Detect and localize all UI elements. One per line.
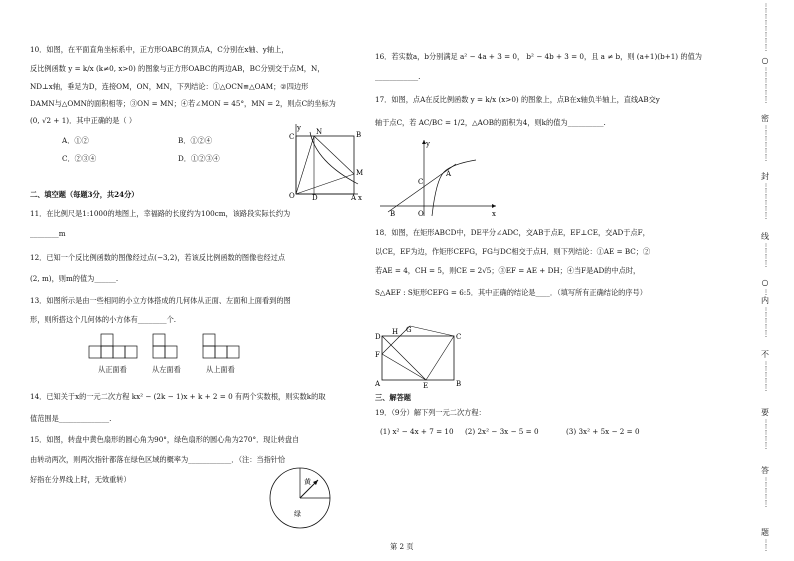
- q16-line2: ____________.: [375, 72, 421, 81]
- seal-char-7: 不: [761, 350, 769, 359]
- q18-line2: 以CE，EF为边，作矩形CEFG，FG与DC相交于点H．则下列结论：①AE = BC；②: [375, 247, 651, 256]
- fig18-label-h: H: [392, 328, 399, 336]
- q15-label-yellow: 黄: [304, 478, 311, 486]
- q18-line4: S△AEF : S矩形CEFG = 6:5．其中正确的结论是____．（填写所有正确结论的序号）: [375, 288, 647, 297]
- fig18-label-e: E: [423, 382, 429, 390]
- q14-line1: 14．已知关于x的一元二次方程 kx² − (2k − 1)x + k + 2 = 0 有两个实数根，则实数k的取: [30, 392, 326, 401]
- fig17-label-c: C: [418, 178, 424, 186]
- page-footer: 第 2 页: [390, 542, 414, 551]
- q13-front-caption: 从正面看: [98, 365, 127, 374]
- fig10-label-x: x: [358, 194, 362, 202]
- section3-heading: 三、解答题: [375, 393, 411, 402]
- fig17-label-o: O: [418, 210, 424, 218]
- fig10-label-o: O: [289, 192, 295, 200]
- q10-line3: ND⊥x轴，垂足为D，连接OM，ON，MN，下列结论：①△OCN≌△OAM；②四边形: [30, 82, 309, 91]
- seal-char-5: ○: [761, 278, 769, 287]
- q15-spinner: [268, 466, 332, 530]
- q11-line2: ________m: [30, 229, 66, 238]
- seal-char-1: ○: [761, 56, 769, 65]
- fig10-label-c: C: [289, 133, 295, 141]
- seal-line: ⋮ ⋮ ⋮ ⋮ ⋮ ⋮ ⋮ ⋮ ○ ⋮ ⋮ ⋮ ⋮ ⋮ ⋮ 密 ⋮ ⋮ ⋮ ⋮ ⋮ ⋮ 封 ⋮ ⋮ ⋮ ⋮ ⋮ ⋮ 线 ⋮ ⋮ ⋮ ⋮ ○ ⋮ 内 ⋮ ⋮ ⋮ ⋮ ⋮ 不 ⋮ ⋮ ⋮ ⋮ ⋮ 要 ⋮ ⋮ ⋮ ⋮ ⋮ 答 ⋮ ⋮ ⋮ ⋮ ⋮ 题 ⋮ ⋮: [758, 0, 772, 561]
- q12-line1: 12．已知一个反比例函数的图像经过点(−3,2)，若该反比例函数的图像也经过点: [30, 253, 286, 262]
- q13-top-caption: 从上面看: [206, 365, 235, 374]
- q16-line1: 16．若实数a，b分别满足 a² − 4a + 3 = 0， b² − 4b + 3 = 0，且 a ≠ b，则 (a+1)(b+1) 的值为: [375, 52, 702, 61]
- q10-option-d: D．①②③④: [178, 154, 220, 163]
- seal-char-9: 答: [761, 466, 769, 475]
- q15-label-green: 绿: [294, 510, 301, 518]
- fig10-label-y: y: [297, 124, 301, 132]
- q18-line1: 18．如图，在矩形ABCD中，DE平分∠ADC，交AB于点E，EF⊥CE，交AD于点F，: [375, 228, 650, 237]
- q10-line2: 反比例函数 y = k/x (k≠0, x>0) 的图象与正方形OABC的两边AB，BC分别交于点M，N，: [30, 64, 325, 73]
- q13-left-view: [152, 332, 182, 362]
- q17-line2: 轴于点C，若 AC/BC = 1/2，△AOB的面积为4，则k的值为__________.: [375, 118, 606, 127]
- q10-option-b: B．①②④: [178, 136, 213, 145]
- q13-front-view: [88, 332, 138, 362]
- fig17-label-a: A: [446, 170, 452, 178]
- q10-option-c: C．②③④: [62, 154, 97, 163]
- fig18-label-b: B: [456, 380, 462, 388]
- q10-option-a: A．①②: [62, 136, 89, 145]
- q10-line4: DAMN与△OMN的面积相等；③ON = MN；④若∠MON = 45°，MN = 2，则点C的坐标为: [30, 99, 336, 108]
- fig18-label-f: F: [375, 351, 380, 359]
- q19-equation-3: (3) 3x² + 5x − 2 = 0: [566, 427, 640, 436]
- fig10-label-b: B: [356, 131, 362, 139]
- fig10-label-m: M: [356, 169, 364, 177]
- q10-line1: 10．如图，在平面直角坐标系中，正方形OABC的顶点A，C分别在x轴、y轴上，: [30, 45, 289, 54]
- q19-equation-1: (1) x² − 4x + 7 = 10: [380, 427, 454, 436]
- q13-line2: 形，则所搭这个几何体的小方体有________个.: [30, 315, 177, 324]
- section2-heading: 二、填空题（每题3分，共24分）: [30, 190, 139, 199]
- fig17-label-y: y: [426, 140, 430, 148]
- seal-char-8: 要: [761, 408, 769, 417]
- seal-char-6: 内: [761, 296, 769, 305]
- q17-figure: [380, 136, 500, 218]
- fig17-label-b: B: [390, 210, 396, 218]
- seal-char-10: 题: [761, 528, 769, 537]
- q10-line5: (0, √2 + 1)．其中正确的是（ ）: [30, 116, 137, 125]
- q19-equation-2: (2) 2x² − 3x − 5 = 0: [465, 427, 539, 436]
- q11-line1: 11．在比例尺是1:1000的地图上，幸福路的长度约为100cm，该路段实际长约为: [30, 209, 291, 218]
- fig18-label-a: A: [375, 380, 381, 388]
- q18-figure: [372, 326, 462, 388]
- q15-line2: 由转动两次，则两次指针都落在绿色区域的概率为____________．（注：当指针恰: [30, 455, 286, 464]
- fig10-label-n: N: [316, 128, 323, 136]
- seal-char-4: 线: [761, 232, 769, 241]
- q15-line3: 好指在分界线上时，无效重转）: [30, 475, 131, 484]
- fig18-label-c: C: [456, 333, 462, 341]
- fig17-label-x: x: [492, 210, 496, 218]
- q14-line2: 值范围是______________.: [30, 414, 112, 423]
- q13-left-caption: 从左面看: [152, 365, 181, 374]
- fig18-label-d: D: [375, 333, 381, 341]
- q19-line1: 19．（9分）解下列一元二次方程：: [375, 408, 486, 417]
- seal-char-2: 密: [761, 114, 769, 123]
- fig10-label-d: D: [312, 194, 318, 202]
- seal-char-3: 封: [761, 172, 769, 181]
- q13-top-view: [202, 332, 242, 362]
- q18-line3: 若AE = 4，CH = 5，则CE = 2√5；③EF = AE + DH；④当F是AD的中点时，: [375, 266, 641, 275]
- fig18-label-g: G: [406, 326, 412, 334]
- q10-figure: [286, 122, 362, 200]
- q15-line1: 15．如图，转盘中黄色扇形的圆心角为90°，绿色扇形的圆心角为270°．现让转盘自: [30, 435, 300, 444]
- q17-line1: 17．如图，点A在反比例函数 y = k/x (x>0) 的图象上，点B在x轴负半轴上，直线AB交y: [375, 95, 660, 104]
- fig10-label-a: A: [351, 194, 357, 202]
- q13-line1: 13．如图所示是由一些相同的小立方体搭成的几何体从正面、左面和上面看到的图: [30, 296, 291, 305]
- q12-line2: (2, m)，则m的值为______.: [30, 274, 119, 283]
